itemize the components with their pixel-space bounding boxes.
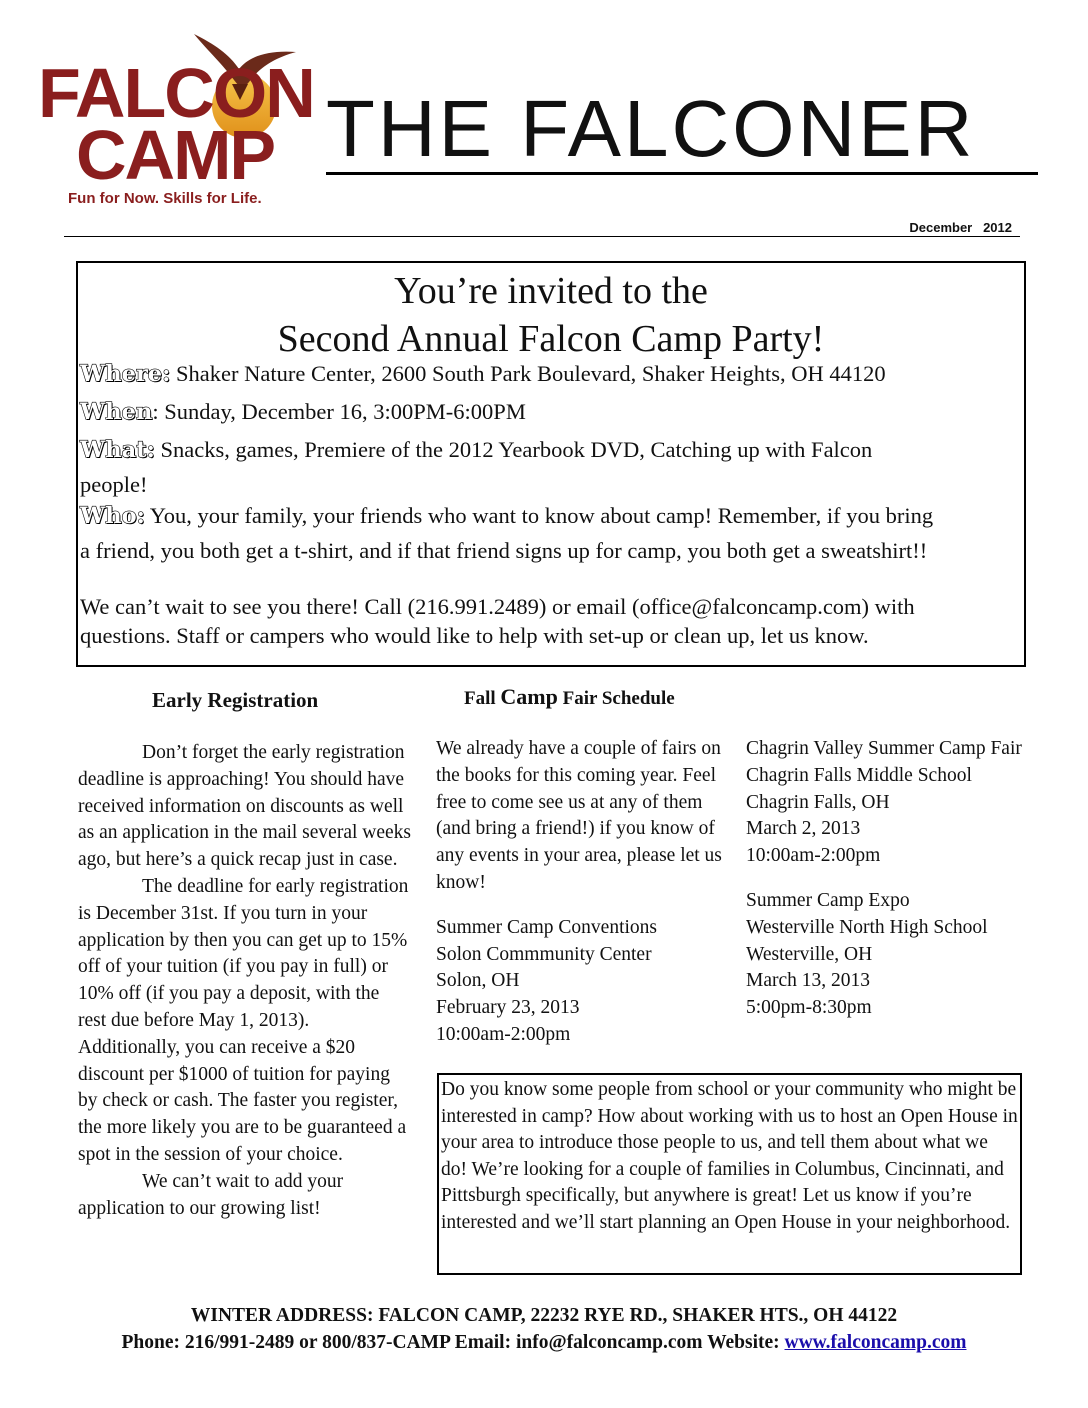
event-name: Chagrin Valley Summer Camp Fair bbox=[746, 738, 1022, 759]
where-label: Where: bbox=[80, 361, 171, 387]
where-text: Shaker Nature Center, 2600 South Park Boulevard, Shaker Heights, OH 44120 bbox=[170, 361, 886, 386]
er-paragraph: We can’t wait to add your application to our growing list! bbox=[78, 1170, 344, 1219]
fair-title-b: Camp bbox=[500, 684, 558, 709]
who-text: You, your family, your friends who want to know about camp! Remember, if you bring bbox=[144, 503, 934, 528]
logo-text-camp: CAMP bbox=[76, 116, 275, 194]
invite-what bbox=[80, 437, 872, 463]
website-link[interactable]: www.falconcamp.com bbox=[784, 1332, 967, 1353]
invite-who bbox=[80, 503, 933, 529]
open-house-box: Do you know some people from school or your community who might be interested in camp? How about working with us to host an Open House in your area to introduce those people to us, and tell them about what we do! We’re looking for a couple of families in Columbus, Cincinnati, and Pittsburgh specifically, but anywhere is great! Let us know if you’re interested and we’ll start planning an Open House in your neighborhood. bbox=[437, 1073, 1022, 1275]
invite-title-line1: You’re invited to the bbox=[394, 270, 708, 312]
er-paragraph: Don’t forget the early registration deadline is approaching! You should have received information on discounts as well as an application in the mail several weeks ago, but here’s a quick recap just in case. bbox=[78, 742, 412, 871]
invite-cta-line1: We can’t wait to see you there! Call (216.991.2489) or email (office@falconcamp.com) with bbox=[80, 594, 915, 619]
who-label: Who: bbox=[80, 503, 145, 529]
event-name: Summer Camp Conventions bbox=[436, 916, 657, 938]
invite-what-cont: people! bbox=[80, 472, 148, 497]
event-city: Solon, OH bbox=[436, 970, 520, 992]
falcon-camp-logo bbox=[34, 24, 334, 214]
event-city: Chagrin Falls, OH bbox=[746, 791, 890, 813]
footer-contact bbox=[0, 1332, 1088, 1354]
what-text: Snacks, games, Premiere of the 2012 Yearbook DVD, Catching up with Falcon bbox=[154, 437, 873, 462]
invite-who-cont: a friend, you both get a t-shirt, and if that friend signs up for camp, you both get a sweatshirt!! bbox=[80, 538, 928, 563]
logo-text-falcon: FALCON bbox=[38, 54, 314, 132]
event-time: 10:00am-2:00pm bbox=[746, 845, 881, 867]
fair-column-left bbox=[436, 736, 736, 1067]
fair-event bbox=[746, 736, 1066, 870]
what-label: What: bbox=[80, 437, 155, 463]
event-date: March 13, 2013 bbox=[746, 970, 871, 992]
fair-column-right bbox=[746, 736, 1066, 1040]
event-date: February 23, 2013 bbox=[436, 997, 580, 1019]
newsletter-title: THE FALCONER bbox=[326, 86, 1038, 175]
invite-where bbox=[80, 361, 886, 387]
logo-tagline: Fun for Now. Skills for Life. bbox=[68, 190, 262, 207]
early-registration-article bbox=[78, 740, 412, 1222]
fair-title-a: Fall bbox=[464, 688, 501, 709]
when-text: : Sunday, December 16, 3:00PM-6:00PM bbox=[152, 399, 526, 424]
event-time: 5:00pm-8:30pm bbox=[746, 997, 872, 1019]
footer-contact-text: Phone: 216/991-2489 or 800/837-CAMP Email: info@falconcamp.com Website: bbox=[121, 1332, 785, 1353]
fair-event bbox=[436, 915, 736, 1049]
when-label: When bbox=[80, 399, 153, 425]
event-time: 10:00am-2:00pm bbox=[436, 1023, 571, 1045]
event-venue: Solon Commmunity Center bbox=[436, 943, 652, 965]
er-paragraph: The deadline for early registration is December 31st. If you turn in your application by then you can get up to 15% off of your tuition (if you pay in full) or 10% off (if you pay a deposit, with the rest due before May 1, 2013). Additionally, you can receive a $20 discount per $1000 of tuition for paying by check or cash. The faster you register, the more likely you are to be guaranteed a spot in the session of your choice. bbox=[78, 875, 409, 1165]
invite-when bbox=[80, 399, 526, 425]
early-registration-heading: Early Registration bbox=[152, 688, 319, 712]
issue-date: December 2012 bbox=[909, 220, 1012, 235]
fair-schedule-heading bbox=[464, 684, 675, 710]
event-city: Westerville, OH bbox=[746, 943, 873, 965]
invite-cta-line2: questions. Staff or campers who would like to help with set-up or clean up, let us know. bbox=[80, 623, 869, 648]
invite-title-line2: Second Annual Falcon Camp Party! bbox=[277, 318, 825, 360]
event-name: Summer Camp Expo bbox=[746, 889, 910, 911]
fair-title-c: Fair Schedule bbox=[557, 688, 675, 709]
event-date: March 2, 2013 bbox=[746, 818, 861, 840]
fair-intro: We already have a couple of fairs on the books for this coming year. Feel free to come see us at any of them (and bring a friend!) if you know of any events in your area, please let us know! bbox=[436, 738, 722, 893]
footer-address: WINTER ADDRESS: FALCON CAMP, 22232 RYE RD., SHAKER HTS., OH 44122 bbox=[190, 1305, 898, 1326]
party-invite-box bbox=[76, 261, 1026, 667]
date-rule bbox=[64, 220, 1020, 237]
event-venue: Westerville North High School bbox=[746, 916, 988, 938]
event-venue: Chagrin Falls Middle School bbox=[746, 764, 972, 786]
fair-event bbox=[746, 888, 1066, 1022]
